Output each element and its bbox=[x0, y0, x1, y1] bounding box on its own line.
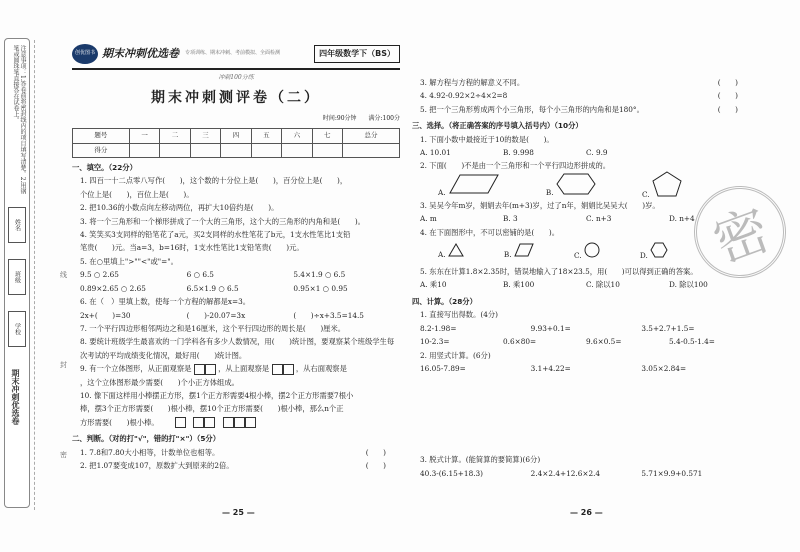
calc-item: 8.2-1.98= bbox=[420, 323, 457, 333]
front-view-shape bbox=[205, 364, 216, 375]
option[interactable] bbox=[438, 243, 464, 261]
judge-item bbox=[72, 446, 400, 459]
judge-text: 4. 4.92-0.92×2÷4×2=8 bbox=[420, 91, 508, 101]
score-header-cell: 七 bbox=[312, 129, 342, 143]
score-cell[interactable] bbox=[251, 143, 281, 157]
score-header-cell: 二 bbox=[160, 129, 190, 143]
option[interactable] bbox=[574, 242, 600, 262]
equation-item: ( )-20.07=3x bbox=[186, 310, 246, 320]
name-field[interactable]: 姓名 bbox=[8, 207, 26, 243]
hexagon-shape bbox=[650, 242, 668, 258]
question-cont bbox=[72, 416, 400, 429]
page-number: — 25 — bbox=[222, 508, 255, 517]
judge-text: 3. 解方程与方程的解意义不同。 bbox=[420, 78, 525, 87]
judge-item bbox=[412, 103, 752, 116]
compare-item: 5.4×1.9 ○ 6.5 bbox=[293, 270, 346, 280]
square-figure bbox=[223, 417, 234, 428]
seal-mark: 线 bbox=[60, 271, 67, 279]
option[interactable]: A. m bbox=[420, 214, 437, 224]
compare-item: 0.95×1 ○ 0.95 bbox=[293, 283, 348, 293]
brand-name: 期末冲刺优选卷 bbox=[102, 47, 179, 61]
answer-row bbox=[72, 309, 400, 322]
calc-item: 3.5+2.7+1.5= bbox=[641, 323, 695, 333]
choice-question: 3. 吴吴今年m岁，娟娟去年(m+3)岁，过了n年，娟娟比吴吴大( )岁。 bbox=[420, 200, 660, 210]
score-cell[interactable] bbox=[129, 143, 159, 157]
seal-mark: 密 bbox=[60, 451, 67, 459]
option-label: B. bbox=[503, 249, 512, 259]
option[interactable]: D. n+4 bbox=[669, 214, 695, 224]
option[interactable]: C. 9.9 bbox=[586, 148, 608, 158]
score-header-cell: 题号 bbox=[73, 129, 130, 143]
square-figure bbox=[175, 417, 186, 428]
sidebar-brand: 期末冲刺优选卷 bbox=[11, 369, 21, 425]
judge-text: 1. 7.8和7.80大小相等，计数单位也相等。 bbox=[80, 447, 220, 457]
binding-sidebar bbox=[4, 38, 30, 508]
option-label: A. bbox=[438, 187, 446, 197]
work-space[interactable] bbox=[412, 401, 752, 427]
calc-question: 2. 用竖式计算。(6分) bbox=[420, 350, 491, 360]
page-number: — 26 — bbox=[570, 508, 603, 517]
judge-text: 2. 把1.07要变成107，原数扩大到原来的2倍。 bbox=[80, 460, 234, 470]
section-heading: 四、计算。（28分） bbox=[412, 296, 477, 306]
matchstick-squares-figure bbox=[175, 418, 256, 427]
score-header-cell: 总分 bbox=[343, 129, 400, 143]
question: 2. 把10.36的小数点向左移动两位，再扩大10倍约是( )。 bbox=[80, 203, 279, 213]
left-page bbox=[72, 40, 400, 472]
option-label: B. bbox=[545, 187, 554, 197]
calc-row bbox=[412, 467, 752, 480]
compare-item: 9.5 ○ 2.65 bbox=[80, 270, 119, 280]
question-cont: 次考试的平均成绩变化情况，最好用( )统计图。 bbox=[80, 350, 247, 360]
parallelogram-shape bbox=[514, 243, 534, 257]
grade-label: 四年级数学下（BS） bbox=[314, 45, 400, 62]
compare-item: 6 ○ 6.5 bbox=[186, 270, 214, 280]
calc-question: 3. 脱式计算。(能简算的要简算)(6分) bbox=[420, 455, 541, 465]
judge-item bbox=[412, 76, 752, 89]
question-cont: 个位上是( )，百位上是( )。 bbox=[80, 189, 194, 199]
options-row bbox=[412, 146, 752, 159]
calc-row bbox=[412, 362, 752, 375]
option-label: C. bbox=[641, 189, 650, 199]
question-cont: 笔贵( )元。当a=3，b=16时，1支水性笔比1支铅笔贵( )元。 bbox=[80, 243, 304, 253]
choice-question: 1. 下面小数中最接近于10的数是( )。 bbox=[420, 134, 554, 144]
circle-shape bbox=[584, 242, 600, 258]
option[interactable]: B. 乘100 bbox=[503, 280, 535, 290]
section-heading: 二、判断。（对的打"√"，错的打"×"）（5分） bbox=[72, 434, 221, 444]
option[interactable]: A. 10.01 bbox=[420, 148, 451, 158]
section-heading: 一、填空。（22分） bbox=[72, 163, 137, 173]
option[interactable] bbox=[546, 173, 596, 199]
answer-row bbox=[72, 268, 400, 281]
calc-row bbox=[412, 322, 752, 335]
publisher-logo: 创优图书 bbox=[72, 44, 98, 64]
question: 5. 在○里填上">""<"或"="。 bbox=[80, 256, 178, 266]
question-cont: 棒，摆3个正方形需要( )根小棒，摆10个正方形需要( )根小棒，那么n个正 bbox=[80, 404, 344, 414]
calc-item: 5.4-0.5-1.4= bbox=[669, 337, 715, 347]
calc-item: 10-2.3= bbox=[420, 337, 450, 347]
choice-question: 4. 在下面图形中，不可以密铺的是( )。 bbox=[420, 227, 560, 237]
answer-paren[interactable]: ( ) bbox=[365, 460, 386, 470]
option-label: C. bbox=[573, 250, 582, 260]
equation-item: 2x+( )=30 bbox=[80, 310, 131, 320]
score-header-cell: 六 bbox=[282, 129, 312, 143]
page-title: 期末冲刺测评卷（二） bbox=[151, 90, 321, 107]
option[interactable]: D. 除以100 bbox=[669, 280, 708, 290]
question-text: ，从上面观察是 bbox=[218, 364, 270, 374]
score-header-row bbox=[73, 129, 400, 143]
option-label: A. bbox=[438, 249, 446, 259]
answer-paren[interactable]: ( ) bbox=[717, 78, 738, 87]
judge-text: 5. 把一个三角形剪成两个小三角形，每个小三角形的内角和是180°。 bbox=[420, 104, 644, 114]
option[interactable]: A. 乘10 bbox=[420, 280, 447, 290]
option[interactable]: C. n+3 bbox=[586, 214, 612, 224]
subtitle: 冲刺100分练 bbox=[218, 74, 254, 81]
answer-paren[interactable]: ( ) bbox=[365, 447, 386, 457]
option[interactable] bbox=[438, 173, 500, 199]
question: 7. 一个平行四边形相邻两边之和是16厘米，这个平行四边形的周长是( )厘米。 bbox=[80, 323, 346, 333]
page-header bbox=[72, 40, 400, 70]
question-text: ，从右面观察是 bbox=[295, 364, 347, 374]
pentagon-shape bbox=[652, 171, 682, 197]
options-row bbox=[412, 173, 752, 199]
question: 3. 将一个三角形和一个梯形拼成了一个大的三角形，这个大的三角形的内角和是( )。 bbox=[80, 216, 365, 226]
score-cell[interactable] bbox=[160, 143, 190, 157]
top-view-shape bbox=[272, 364, 283, 375]
square-figure bbox=[234, 417, 245, 428]
option[interactable]: B. 3 bbox=[503, 214, 518, 224]
school-field[interactable]: 学校 bbox=[8, 311, 26, 347]
square-figure bbox=[193, 417, 204, 428]
calc-item: 3.1+4.22= bbox=[530, 363, 571, 373]
score-header-cell: 三 bbox=[190, 129, 220, 143]
slogan: 专项训练、期末冲刺、考前模拟、全面检测 bbox=[185, 50, 281, 57]
compare-item: 6.5×1.9 ○ 6.5 bbox=[186, 283, 239, 293]
instructions-text: 注意事项：1.答卷前将密封线内的项目填写清楚。2.用钢笔或圆珠笔直接答在试卷上。 bbox=[12, 45, 26, 195]
options-row bbox=[412, 278, 752, 291]
right-page bbox=[412, 76, 752, 480]
score-row-label: 得分 bbox=[73, 143, 130, 157]
calc-row bbox=[412, 335, 752, 348]
score-cell[interactable] bbox=[343, 143, 400, 157]
calc-item: 9.93+0.1= bbox=[530, 323, 571, 333]
score-header-cell: 一 bbox=[129, 129, 159, 143]
question: 10. 像下面这样用小棒摆正方形，摆1个正方形需要4根小棒，摆2个正方形需要7根小 bbox=[80, 390, 354, 400]
calc-item: 3.05×2.84= bbox=[641, 363, 687, 373]
score-row bbox=[73, 143, 400, 157]
compare-item: 0.89×2.65 ○ 2.65 bbox=[80, 283, 146, 293]
calc-item: 40.3-(6.15+18.3) bbox=[420, 468, 484, 478]
square-figure bbox=[204, 417, 215, 428]
option-label: D. bbox=[639, 250, 648, 260]
score-cell[interactable] bbox=[221, 143, 251, 157]
calc-question: 1. 直接写出得数。(4分) bbox=[420, 310, 498, 320]
score-header-cell: 四 bbox=[221, 129, 251, 143]
hexagon-shape bbox=[556, 173, 596, 195]
calc-item: 16.05-7.89= bbox=[420, 363, 466, 373]
option[interactable] bbox=[642, 171, 682, 201]
exam-meta: 时间:90分钟 满分:100分 bbox=[322, 114, 400, 122]
equation-item: ( )÷x+3.5=14.5 bbox=[293, 310, 364, 320]
question: 4. 笑笑买3支同样的铅笔花了a元，买2支同样的水性笔花了b元，1支水性笔比1支铅 bbox=[80, 230, 351, 240]
calc-item: 9.6×0.5= bbox=[586, 337, 622, 347]
section-heading: 三、选择。（将正确答案的序号填入括号内）（10分） bbox=[412, 121, 583, 131]
option[interactable]: B. 9.998 bbox=[503, 148, 534, 158]
question: 6. 在（ ）里填上数，使每一个方程的解都是x=3。 bbox=[80, 297, 251, 307]
calc-item: 0.6×80= bbox=[503, 337, 537, 347]
class-field[interactable]: 班级 bbox=[8, 259, 26, 295]
question: 1. 四百一十二点零八写作( )，这个数的十分位上是( )，百分位上是( )， bbox=[80, 176, 348, 186]
score-header-cell: 五 bbox=[251, 129, 281, 143]
score-cell[interactable] bbox=[190, 143, 220, 157]
answer-paren[interactable]: ( ) bbox=[717, 91, 738, 101]
judge-item bbox=[72, 459, 400, 472]
seal-mark: 封 bbox=[60, 361, 67, 369]
option[interactable] bbox=[640, 242, 668, 262]
parallelogram-shape bbox=[448, 173, 500, 195]
answer-row bbox=[72, 282, 400, 295]
front-view-shape bbox=[194, 364, 205, 375]
secret-stamp-icon: 密 bbox=[681, 173, 799, 291]
question-text: 方形需要( )根小棒。 bbox=[80, 417, 159, 427]
work-space[interactable] bbox=[412, 427, 752, 453]
option[interactable] bbox=[504, 243, 534, 261]
judge-item bbox=[412, 89, 752, 102]
top-view-shape bbox=[283, 364, 294, 375]
score-table bbox=[72, 128, 400, 158]
option[interactable]: C. 除以10 bbox=[586, 280, 620, 290]
answer-paren[interactable]: ( ) bbox=[717, 104, 738, 114]
question-text: 9. 有一个立体图形，从正面观察是 bbox=[80, 364, 192, 374]
work-space[interactable] bbox=[412, 375, 752, 401]
question-cont: ，这个立体图形最少需要( )个小正方体组成。 bbox=[80, 377, 239, 387]
score-cell[interactable] bbox=[282, 143, 312, 157]
calc-item: 5.71×9.9+0.571 bbox=[641, 468, 703, 478]
calc-item: 2.4×2.4+12.6×2.4 bbox=[530, 468, 601, 478]
question: 8. 要统计班级学生最喜欢的一门学科各有多少人数情况，用( )统计图，要观察某个班级学生每 bbox=[80, 337, 395, 347]
seal-line bbox=[34, 40, 35, 510]
square-figure bbox=[245, 417, 256, 428]
triangle-shape bbox=[448, 243, 464, 257]
choice-question: 5. 东东在计算1.8×2.35时，错误地输入了18×23.5，用( )可以得到正确的答案。 bbox=[420, 267, 698, 277]
score-cell[interactable] bbox=[312, 143, 342, 157]
question bbox=[72, 362, 400, 375]
choice-question: 2. 下面( )不是由一个三角形和一个平行四边形拼成的。 bbox=[420, 161, 611, 171]
